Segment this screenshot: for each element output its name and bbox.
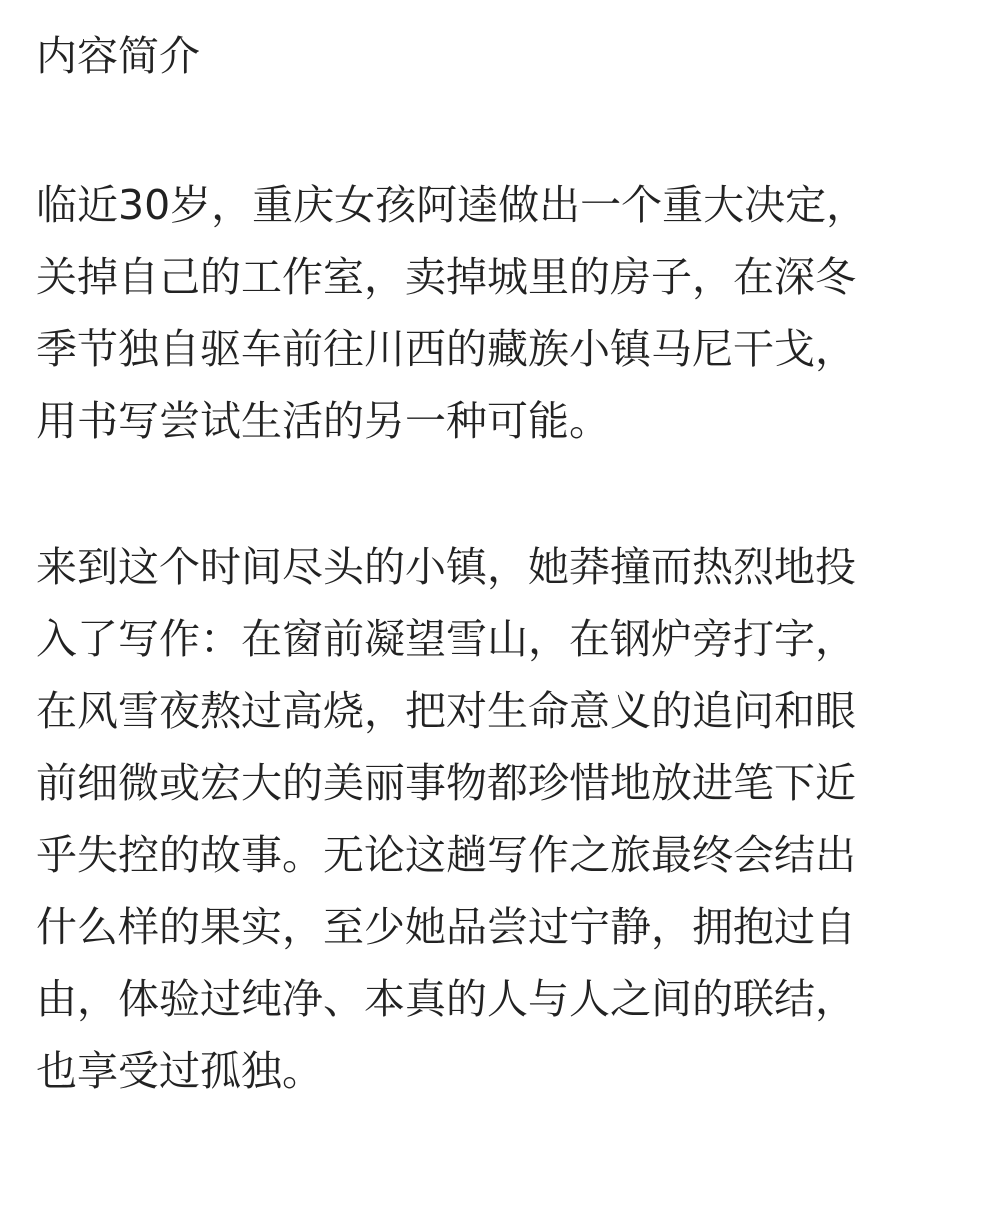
paragraph-line: 由，体验过纯净、本真的人与人之间的联结，	[36, 975, 856, 1023]
paragraph-line: 临近30岁，重庆女孩阿逵做出一个重大决定，	[36, 181, 868, 229]
paragraph-line: 入了写作：在窗前凝望雪山，在钢炉旁打字，	[36, 615, 856, 663]
paragraph-line: 来到这个时间尽头的小镇，她莽撞而热烈地投	[36, 543, 856, 591]
paragraph-line: 用书写尝试生活的另一种可能。	[36, 397, 610, 445]
section-heading: 内容简介	[36, 32, 200, 80]
paragraph-line: 季节独自驱车前往川西的藏族小镇马尼干戈，	[36, 325, 856, 373]
paragraph-line: 前细微或宏大的美丽事物都珍惜地放进笔下近	[36, 759, 856, 807]
paragraph-line: 关掉自己的工作室，卖掉城里的房子，在深冬	[36, 253, 856, 301]
paragraph-line: 什么样的果实，至少她品尝过宁静，拥抱过自	[36, 903, 856, 951]
paragraph-line: 也享受过孤独。	[36, 1047, 323, 1095]
paragraph-line: 乎失控的故事。无论这趟写作之旅最终会结出	[36, 831, 856, 879]
paragraph-line: 在风雪夜熬过高烧，把对生命意义的追问和眼	[36, 687, 856, 735]
